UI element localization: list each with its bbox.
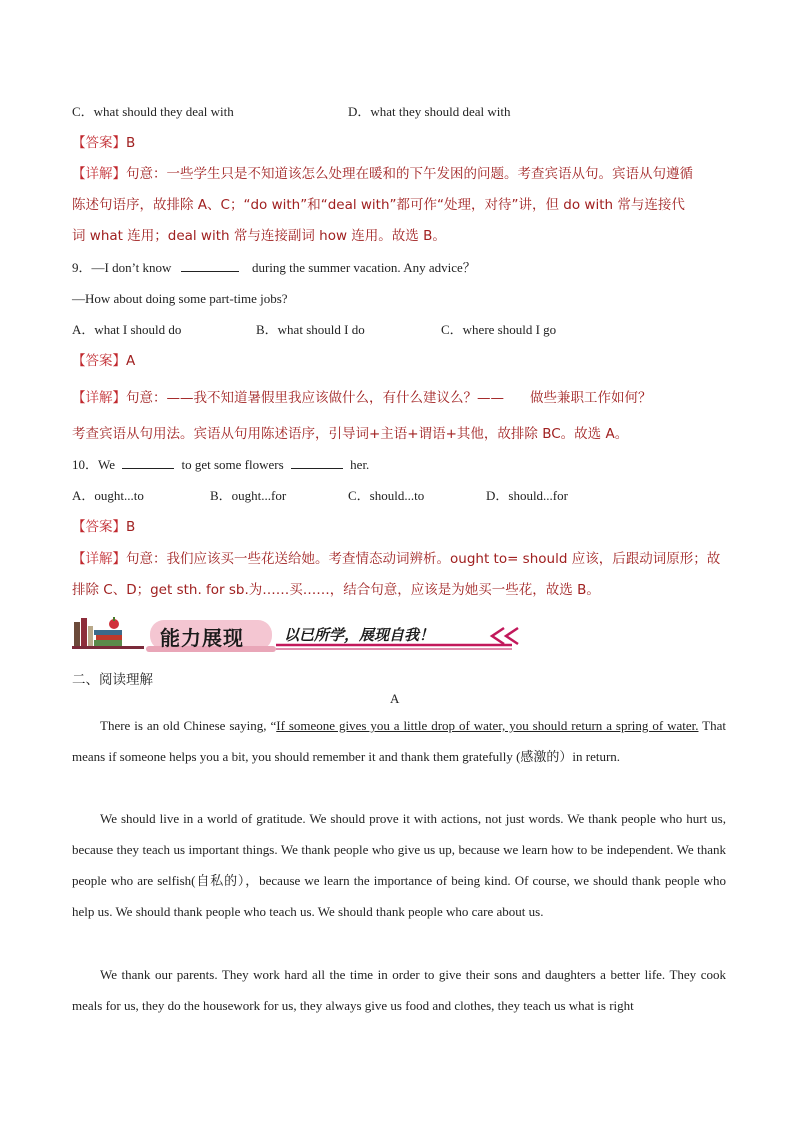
q10-option-c: C．should...to — [348, 488, 425, 503]
q10-stem — [72, 456, 369, 474]
q8-detail-line-1 — [72, 165, 693, 183]
q9-option-c: C．where should I go — [441, 322, 557, 337]
q9-option-a: A．what I should do — [72, 322, 182, 337]
q9-stem-part-b: during the summer vacation. Any advice？ — [251, 260, 476, 275]
q10-option-d: D．should...for — [486, 488, 568, 503]
q8-detail-line-3: 词 what 连用；deal with 常与连接副词 how 连用。故选 B。 — [72, 228, 446, 244]
detail-tag: 【详解】 — [72, 551, 126, 567]
p1-intro: There is an old Chinese saying, “ — [100, 718, 277, 733]
books-apple-icon — [72, 617, 144, 649]
section-heading: 二、阅读理解 — [72, 672, 153, 688]
detail-text-a: 句意：——我不知道暑假里我应该做什么，有什么建议么？—— — [126, 390, 504, 406]
q10-detail-line-1 — [72, 550, 720, 568]
q10-detail-line-2: 排除 C、D；get sth. for sb.为……买……，结合句意，应该是为她买一些花，故选 B。 — [72, 582, 600, 598]
banner-title: 能力展现 — [160, 626, 244, 650]
q10-stem-part-c: her. — [350, 457, 370, 472]
p1-underlined-saying: If someone gives you a little drop of water, you should return a spring of water. — [276, 718, 699, 733]
passage-paragraph-3: We thank our parents. They work hard all the time in order to give their sons and daughters a better life. They cook meals for us, they do the housework for us, they always give us food and clothes, they teach us what is right — [72, 967, 726, 1013]
q10-answer — [72, 518, 135, 536]
detail-text-b: 做些兼职工作如何？ — [530, 390, 652, 406]
q9-reply: —How about doing some part-time jobs? — [72, 291, 288, 306]
q9-answer — [72, 352, 135, 370]
answer-value: B — [126, 135, 136, 151]
blank — [181, 259, 239, 272]
q10-stem-part-a: 10．We — [72, 457, 115, 472]
detail-tag: 【详解】 — [72, 390, 126, 406]
p1-rest: That means if someone helps you a bit, you should remember it and thank them gratefully (感激的）in return. — [72, 718, 726, 764]
answer-tag: 【答案】 — [72, 519, 126, 535]
q10-option-a: A．ought...to — [72, 488, 144, 503]
detail-text: 句意：一些学生只是不知道该怎么处理在暖和的下午发困的问题。考查宾语从句。宾语从句遵循 — [126, 166, 693, 182]
answer-tag: 【答案】 — [72, 135, 126, 151]
passage-paragraph-2: We should live in a world of gratitude. We should prove it with actions, not just words. We thank people who hurt us, because they teach us important things. We thank people who give us up, because we learn how to be independent. We thank people who are selfish(自私的），because we learn the importance of being kind. Of course, we should thank people who help us. We should thank people who teach us. We should thank people who care about us. — [72, 811, 726, 919]
q8-option-c: C．what should they deal with — [72, 104, 234, 119]
q8-detail-line-2: 陈述句语序，故排除 A、C；“do with”和“deal with”都可作“处理，对待”讲，但 do with 常与连接代 — [72, 197, 685, 213]
passage-paragraph-1 — [72, 710, 726, 772]
q9-stem — [72, 259, 476, 277]
banner-slogan: 以已所学，展现自我！ — [284, 626, 435, 644]
blank — [291, 456, 343, 469]
answer-tag: 【答案】 — [72, 353, 126, 369]
section-banner — [72, 612, 532, 662]
detail-text: 句意：我们应该买一些花送给她。考查情态动词辨析。ought to= should 应该，后跟动词原形；故 — [126, 551, 721, 567]
q9-detail-line-2: 考查宾语从句用法。宾语从句用陈述语序，引导词+主语+谓语+其他，故排除 BC。故选 A。 — [72, 426, 629, 442]
q9-stem-part-a: 9．—I don’t know — [72, 260, 172, 275]
q8-answer — [72, 134, 135, 152]
blank — [122, 456, 174, 469]
answer-value: A — [126, 353, 136, 369]
q8-option-d: D．what they should deal with — [348, 104, 511, 119]
q9-detail-line-1 — [72, 389, 652, 407]
answer-value: B — [126, 519, 136, 535]
passage-label: A — [390, 691, 400, 706]
q10-option-b: B．ought...for — [210, 488, 287, 503]
q10-stem-part-b: to get some flowers — [181, 457, 284, 472]
q9-option-b: B．what should I do — [256, 322, 365, 337]
detail-tag: 【详解】 — [72, 166, 126, 182]
